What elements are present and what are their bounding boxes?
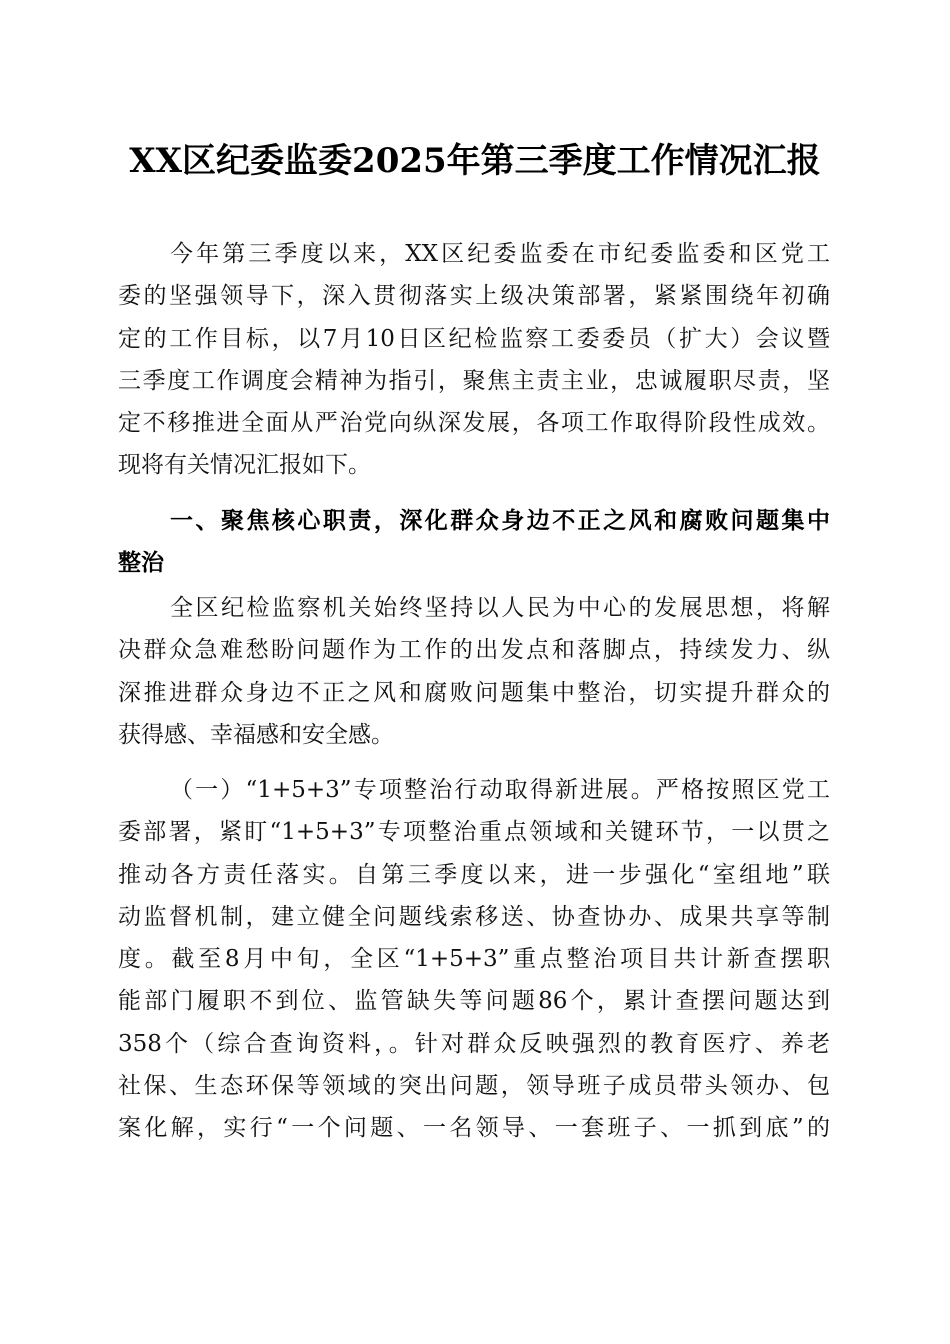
- subsection-paragraph: [118, 769, 830, 1150]
- text-line: 动监督机制，建立健全问题线索移送、协查协办、成果共享等制: [118, 903, 830, 930]
- heading-line: 整治: [118, 550, 164, 577]
- text-line: 推动各方责任落实。自第三季度以来，进一步强化“室组地”联: [118, 861, 830, 888]
- text-line: 定的工作目标，以7月10日区纪检监察工委委员（扩大）会议暨: [118, 325, 830, 352]
- text-line: 案化解，实行“一个问题、一名领导、一套班子、一抓到底”的: [118, 1115, 830, 1142]
- text-line: 三季度工作调度会精神为指引，聚焦主责主业，忠诚履职尽责，坚: [118, 367, 830, 394]
- text-line: 358个（综合查询资料，。针对群众反映强烈的教育医疗、养老: [118, 1030, 830, 1057]
- text-line: 委部署，紧盯“1+5+3”专项整治重点领域和关键环节，一以贯之: [118, 819, 830, 846]
- text-line: 深推进群众身边不正之风和腐败问题集中整治，切实提升群众的: [118, 679, 830, 706]
- text-line: （一）“1+5+3”专项整治行动取得新进展。严格按照区党工: [170, 777, 830, 803]
- text-line: 全区纪检监察机关始终坚持以人民为中心的发展思想，将解: [170, 595, 830, 621]
- heading-line: 一、聚焦核心职责，深化群众身边不正之风和腐败问题集中: [170, 508, 830, 534]
- text-line: 能部门履职不到位、监管缺失等问题86个，累计查摆问题达到: [118, 988, 830, 1015]
- text-line: 度。截至8月中旬，全区“1+5+3”重点整治项目共计新查摆职: [118, 946, 830, 973]
- text-line: 决群众急难愁盼问题作为工作的出发点和落脚点，持续发力、纵: [118, 637, 830, 664]
- text-line: 今年第三季度以来，XX区纪委监委在市纪委监委和区党工: [170, 241, 830, 267]
- text-line: 获得感、幸福感和安全感。: [118, 721, 394, 748]
- document-title: XX区纪委监委2025年第三季度工作情况汇报: [129, 141, 821, 181]
- intro-paragraph: [118, 233, 830, 487]
- section-heading: [118, 500, 830, 585]
- text-line: 社保、生态环保等领域的突出问题，领导班子成员带头领办、包: [118, 1073, 830, 1100]
- text-line: 现将有关情况汇报如下。: [118, 452, 371, 479]
- text-line: 委的坚强领导下，深入贯彻落实上级决策部署，紧紧围绕年初确: [118, 283, 830, 310]
- section-paragraph: [118, 587, 830, 756]
- text-line: 定不移推进全面从严治党向纵深发展，各项工作取得阶段性成效。: [118, 410, 830, 437]
